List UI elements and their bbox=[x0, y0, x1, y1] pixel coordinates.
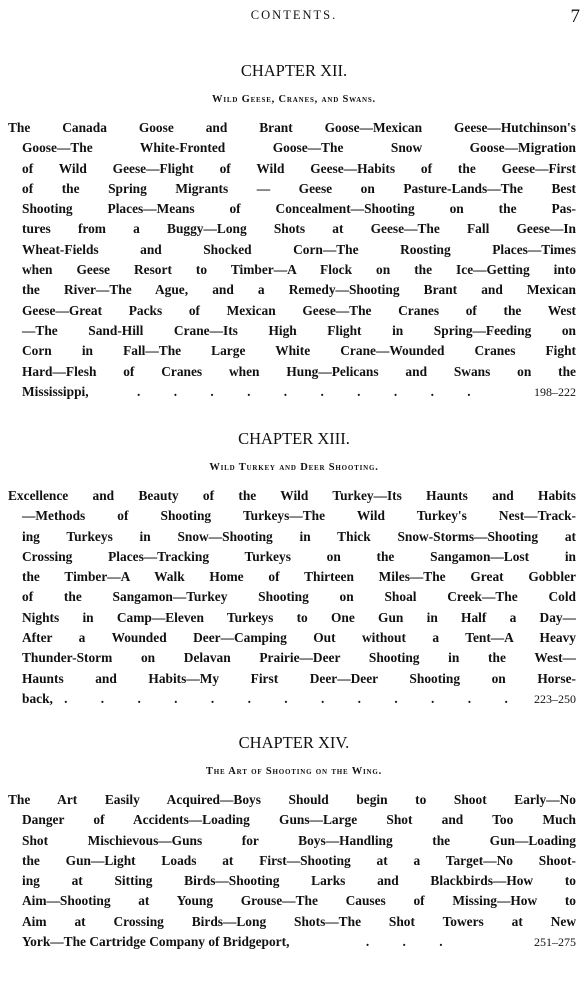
summary-line-end: York—The Cartridge Company of Bridgeport, bbox=[22, 934, 290, 950]
summary-line-end: back, bbox=[22, 690, 53, 706]
dot-leaders: . . . . . . . . . . . . . bbox=[64, 690, 523, 706]
chapter-xiv bbox=[0, 732, 588, 952]
summary-line: of the Sangamon—Turkey Shooting on Shoal Creek—The Cold bbox=[22, 589, 576, 605]
dot-leaders: . . . . . . . . . . bbox=[137, 383, 486, 399]
summary-line: Aim at Crossing Birds—Long Shots—The Shot Towers at New bbox=[22, 913, 576, 929]
summary-line: Haunts and Habits—My First Deer—Deer Shooting on Horse- bbox=[22, 670, 576, 686]
summary-line: ing at Sitting Birds—Shooting Larks and Blackbirds—How to bbox=[22, 873, 576, 889]
summary-last-line bbox=[8, 382, 576, 402]
summary-line: The Art Easily Acquired—Boys Should begin to Shoot Early—No bbox=[8, 792, 576, 807]
summary-line: Geese—Great Packs of Mexican Geese—The Cranes of the West bbox=[22, 302, 576, 318]
summary-last-line bbox=[8, 932, 576, 952]
summary-line: when Geese Resort to Timber—A Flock on the Ice—Getting into bbox=[22, 262, 576, 278]
chapter-heading: CHAPTER XIV. bbox=[238, 733, 350, 752]
chapter-subtitle: Wild Turkey and Deer Shooting. bbox=[209, 462, 379, 473]
summary-line: ing Turkeys in Snow—Shooting in Thick Snow-Storms—Shooting at bbox=[22, 528, 576, 544]
summary-line: tures from a Buggy—Long Shots at Geese—The Fall Geese—In bbox=[22, 221, 576, 237]
summary-line: Excellence and Beauty of the Wild Turkey—Its Haunts and Habits bbox=[8, 488, 576, 503]
summary-line: Hard—Flesh of Cranes when Hung—Pelicans and Swans on the bbox=[22, 363, 576, 379]
summary-line: Aim—Shooting at Young Grouse—The Causes of Missing—How to bbox=[22, 893, 576, 909]
summary-line: Shooting Places—Means of Concealment—Shooting on the Pas- bbox=[22, 201, 576, 217]
summary-line: the Timber—A Walk Home of Thirteen Miles—The Great Gobbler bbox=[22, 569, 576, 585]
summary-line-end: Mississippi, bbox=[22, 383, 89, 399]
summary-line: Goose—The White-Fronted Goose—The Snow Goose—Migration bbox=[22, 140, 576, 156]
summary-line: Wheat-Fields and Shocked Corn—The Roosting Places—Times bbox=[22, 241, 576, 257]
summary-line: the River—The Ague, and a Remedy—Shooting Brant and Mexican bbox=[22, 282, 576, 298]
summary-line: —Methods of Shooting Turkeys—The Wild Turkey's Nest—Track- bbox=[22, 508, 576, 524]
chapter-heading: CHAPTER XIII. bbox=[238, 429, 350, 448]
dot-leaders: . . . bbox=[365, 934, 458, 950]
summary-line: Shot Mischievous—Guns for Boys—Handling the Gun—Loading bbox=[22, 832, 576, 848]
summary-line: the Gun—Light Loads at First—Shooting at a Target—No Shoot- bbox=[22, 852, 576, 868]
chapter-summary bbox=[8, 790, 576, 952]
chapter-heading: CHAPTER XII. bbox=[240, 61, 348, 80]
chapter-xii bbox=[0, 60, 588, 402]
summary-line: Thunder-Storm on Delavan Prairie—Deer Shooting in the West— bbox=[22, 650, 576, 666]
chapter-summary bbox=[8, 486, 576, 709]
summary-line: of the Spring Migrants — Geese on Pasture-Lands—The Best bbox=[22, 180, 576, 196]
chapter-summary bbox=[8, 118, 576, 402]
running-head bbox=[0, 6, 588, 28]
summary-line: Danger of Accidents—Loading Guns—Large Shot and Too Much bbox=[22, 812, 576, 828]
chapter-subtitle: The Art of Shooting on the Wing. bbox=[205, 766, 383, 777]
summary-last-line bbox=[8, 689, 576, 709]
summary-line: Crossing Places—Tracking Turkeys on the Sangamon—Lost in bbox=[22, 548, 576, 564]
summary-line: of Wild Geese—Flight of Wild Geese—Habits of the Geese—First bbox=[22, 160, 576, 176]
page-range: 198–222 bbox=[534, 384, 576, 399]
chapter-xiii bbox=[0, 428, 588, 709]
summary-line: The Canada Goose and Brant Goose—Mexican Geese—Hutchinson's bbox=[8, 120, 576, 135]
summary-line: —The Sand-Hill Crane—Its High Flight in Spring—Feeding on bbox=[22, 322, 576, 338]
summary-line: Nights in Camp—Eleven Turkeys to One Gun in Half a Day— bbox=[22, 609, 576, 625]
summary-line: Corn in Fall—The Large White Crane—Wounded Cranes Fight bbox=[22, 343, 576, 359]
running-title: CONTENTS. bbox=[250, 8, 338, 22]
page-number: 7 bbox=[570, 6, 580, 27]
page-range: 223–250 bbox=[534, 691, 576, 706]
page-range: 251–275 bbox=[534, 935, 576, 950]
summary-line: After a Wounded Deer—Camping Out without a Tent—A Heavy bbox=[22, 630, 576, 646]
chapter-subtitle: Wild Geese, Cranes, and Swans. bbox=[212, 94, 376, 105]
